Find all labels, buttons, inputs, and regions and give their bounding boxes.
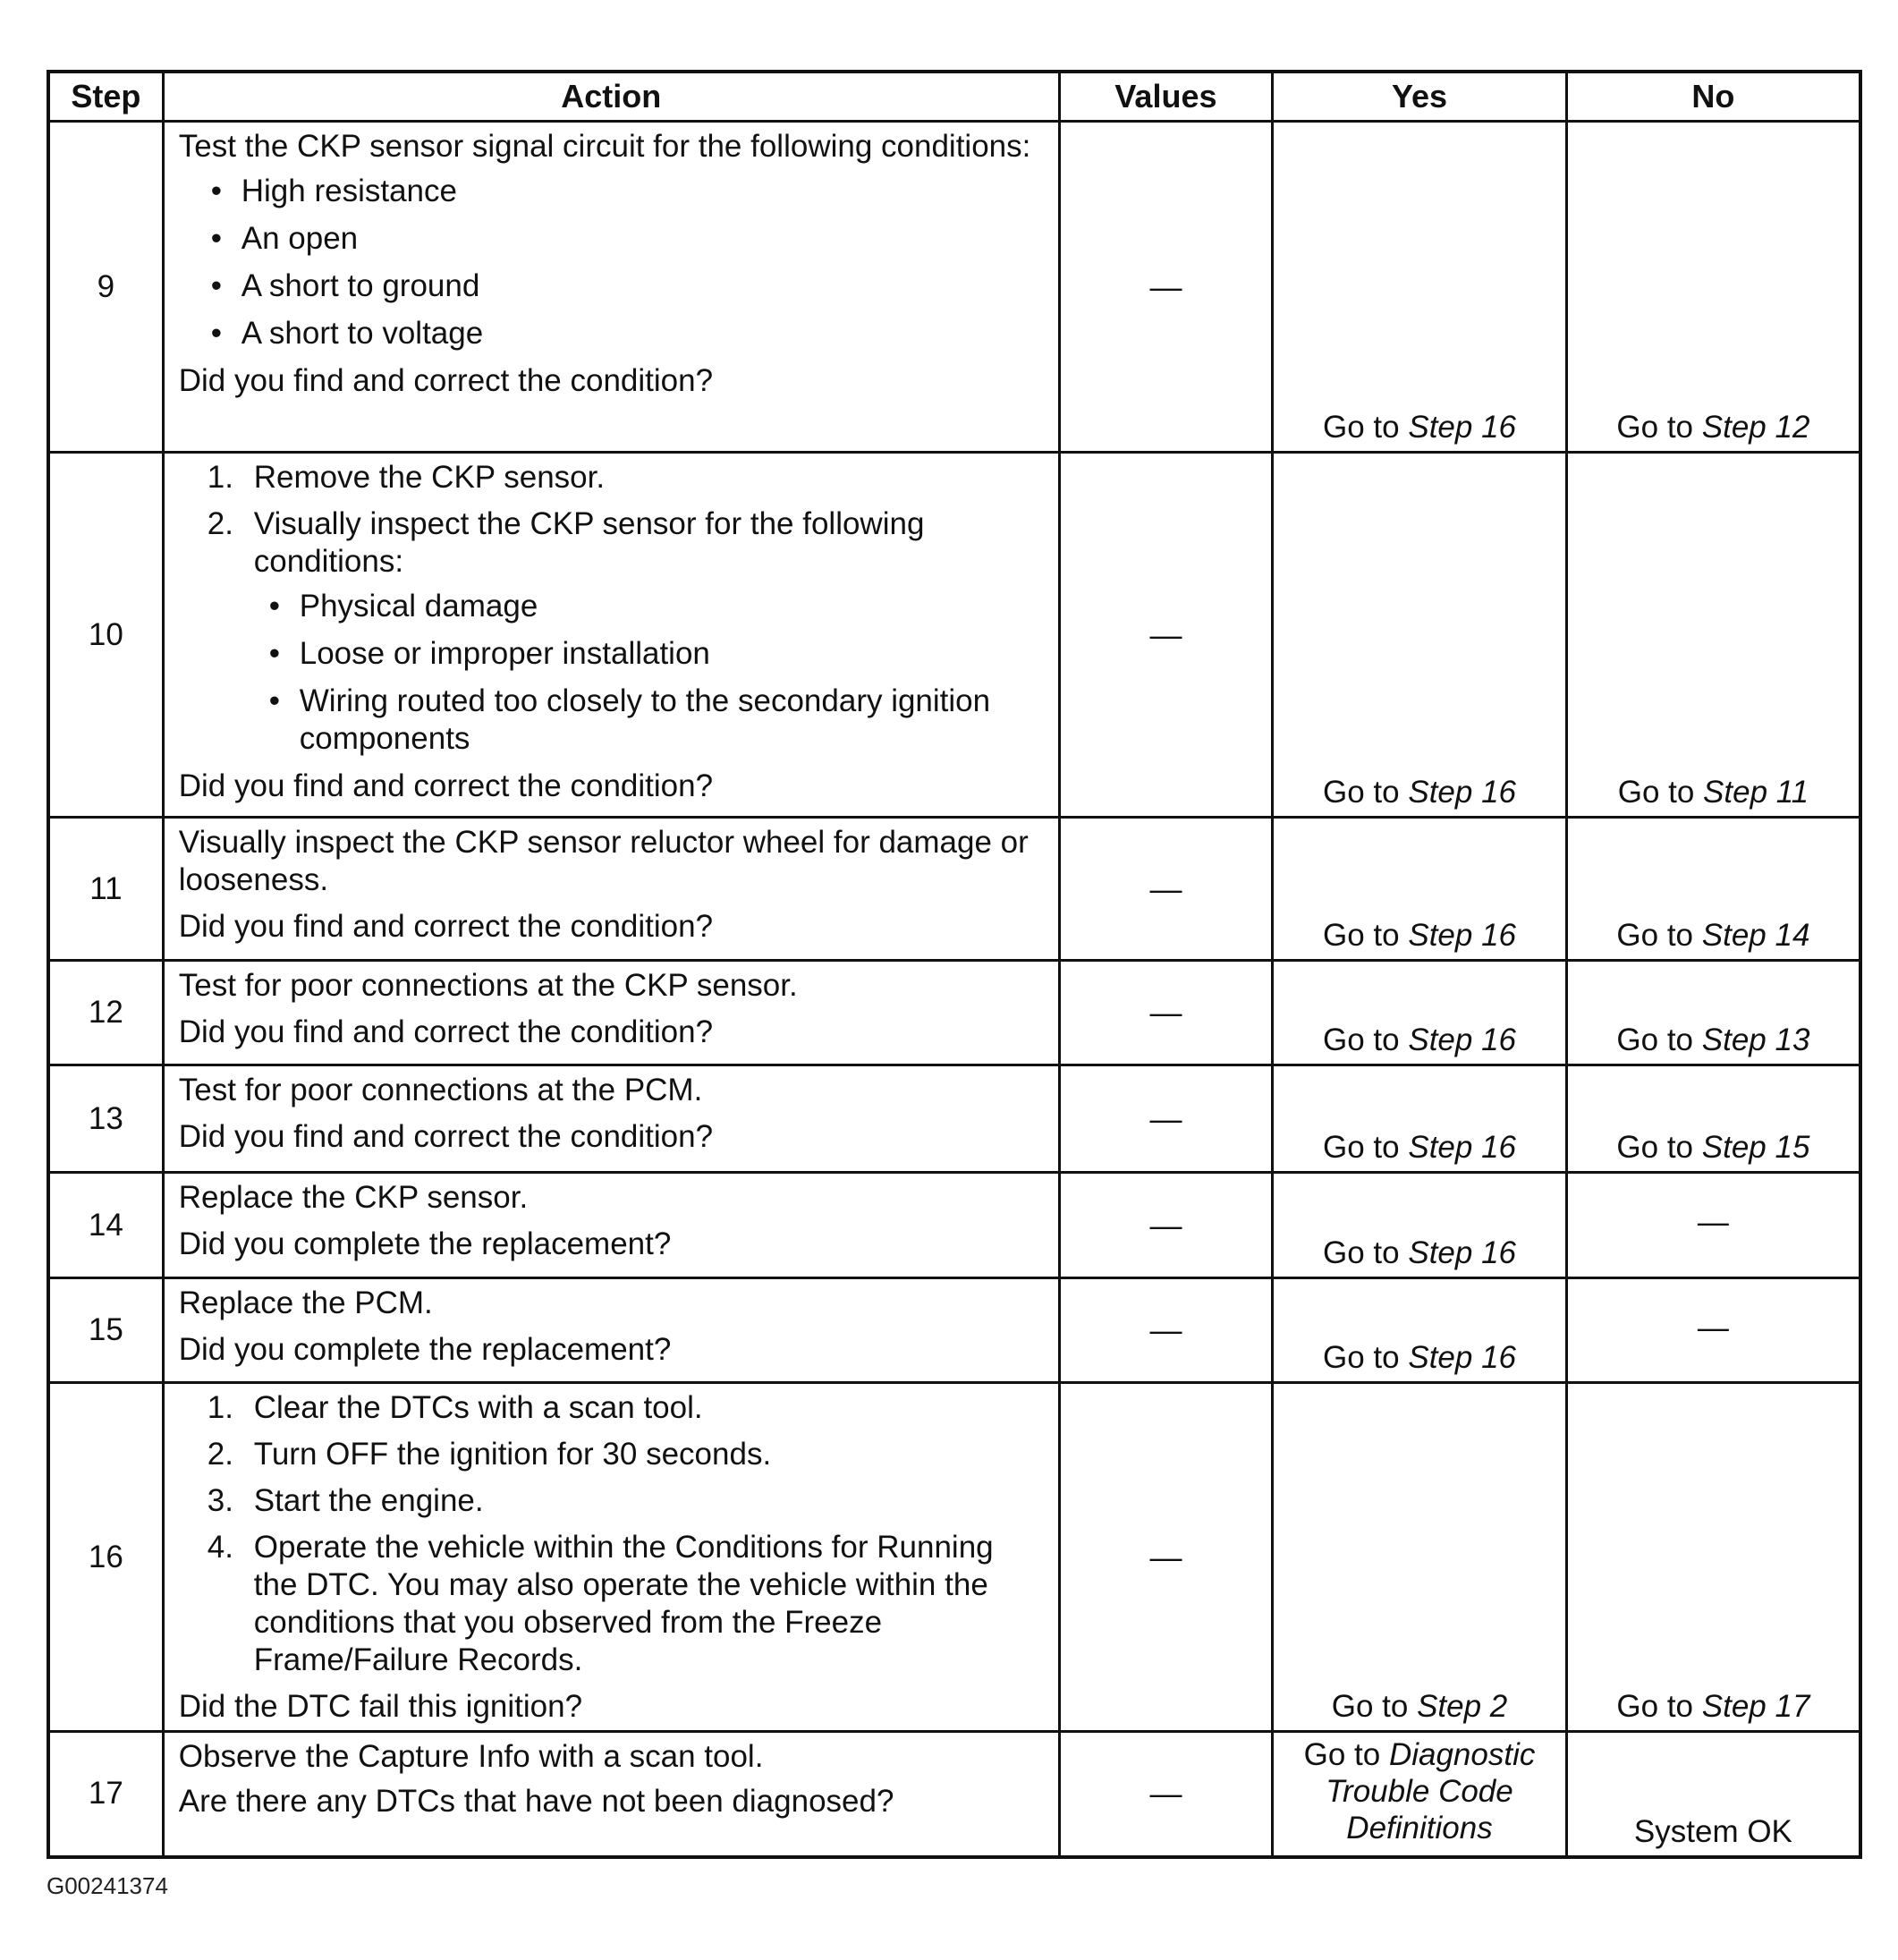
yes-cell (1273, 453, 1567, 818)
header-action: Action (163, 72, 1059, 122)
yes-cell (1273, 818, 1567, 961)
table-row (48, 1173, 1860, 1278)
values-cell: — (1059, 1278, 1272, 1383)
diagnostic-table-container (47, 70, 1862, 1859)
yes-step-link: Step 16 (1408, 1235, 1516, 1270)
yes-step-link: Step 16 (1408, 1130, 1516, 1165)
yes-prefix: Go to (1331, 1689, 1418, 1724)
header-no: No (1566, 72, 1860, 122)
yes-prefix: Go to (1323, 918, 1409, 953)
action-question: Did you find and correct the condition? (178, 1119, 714, 1154)
action-intro: Replace the PCM. (178, 1285, 433, 1320)
action-intro: Test the CKP sensor signal circuit for the following conditions: (178, 129, 1031, 164)
yes-cell (1273, 1065, 1567, 1173)
list-item (179, 459, 1046, 496)
no-step-link: Step 11 (1703, 775, 1809, 810)
no-prefix: Go to (1616, 410, 1702, 445)
item-text: Turn OFF the ignition for 30 seconds. (253, 1437, 772, 1472)
yes-step-link: Step 2 (1417, 1689, 1508, 1724)
step-number: 15 (48, 1278, 163, 1383)
item-number: 2. (207, 506, 233, 541)
table-row (48, 1065, 1860, 1173)
condition-list (179, 588, 1046, 758)
yes-step-link: Step 16 (1408, 918, 1516, 953)
step-number: 17 (48, 1732, 163, 1857)
no-prefix: Go to (1616, 918, 1702, 953)
item-text: Clear the DTCs with a scan tool. (253, 1390, 703, 1425)
no-cell: — (1566, 1173, 1860, 1278)
no-step-link: Step 17 (1701, 1689, 1810, 1724)
yes-prefix: Go to (1323, 1235, 1409, 1270)
step-number: 12 (48, 961, 163, 1065)
yes-step-link: Step 16 (1408, 1340, 1516, 1375)
action-question: Did you find and correct the condition? (178, 909, 714, 944)
yes-step-link: Step 16 (1408, 1022, 1516, 1057)
values-cell: — (1059, 1173, 1272, 1278)
procedure-list (179, 1389, 1046, 1679)
table-row (48, 453, 1860, 818)
list-item (179, 1436, 1046, 1473)
yes-prefix: Go to (1323, 1340, 1409, 1375)
action-question: Did you find and correct the condition? (178, 363, 714, 398)
list-item: • Loose or improper installation (179, 635, 1046, 673)
action-cell (163, 1732, 1059, 1857)
step-number: 11 (48, 818, 163, 961)
list-item (179, 1389, 1046, 1427)
action-intro: Observe the Capture Info with a scan tool. (178, 1739, 764, 1774)
item-number: 1. (207, 460, 233, 495)
step-number: 9 (48, 122, 163, 453)
item-text: Operate the vehicle within the Conditions for Running the DTC. You may also operate the vehicle within the conditions that you observed from the Freeze Frame/Failure Records. (253, 1530, 994, 1677)
no-cell (1566, 1383, 1860, 1732)
yes-cell (1273, 1732, 1567, 1857)
action-question: Did you complete the replacement? (178, 1226, 672, 1261)
yes-cell (1273, 1173, 1567, 1278)
no-cell (1566, 1065, 1860, 1173)
action-question: Did the DTC fail this ignition? (178, 1689, 583, 1724)
table-row (48, 961, 1860, 1065)
table-header-row (48, 72, 1860, 122)
yes-step-link: Step 16 (1408, 410, 1516, 445)
no-cell: System OK (1566, 1732, 1860, 1857)
yes-cell (1273, 961, 1567, 1065)
no-cell (1566, 453, 1860, 818)
header-step: Step (48, 72, 163, 122)
no-step-link: Step 13 (1701, 1022, 1810, 1057)
step-number: 16 (48, 1383, 163, 1732)
table-row (48, 1732, 1860, 1857)
action-intro: Replace the CKP sensor. (178, 1180, 529, 1215)
item-number: 3. (207, 1483, 233, 1518)
values-cell: — (1059, 961, 1272, 1065)
no-cell (1566, 818, 1860, 961)
item-text: Visually inspect the CKP sensor for the following conditions: (253, 506, 925, 579)
action-cell (163, 818, 1059, 961)
procedure-list (179, 459, 1046, 581)
action-question: Did you find and correct the condition? (178, 768, 714, 803)
step-number: 13 (48, 1065, 163, 1173)
action-intro: Visually inspect the CKP sensor reluctor wheel for damage or looseness. (178, 825, 1029, 897)
table-row (48, 818, 1860, 961)
table-row (48, 122, 1860, 453)
list-item (179, 1482, 1046, 1520)
action-cell (163, 1173, 1059, 1278)
list-item: • Physical damage (179, 588, 1046, 625)
yes-prefix: Go to (1323, 1130, 1409, 1165)
action-cell (163, 1383, 1059, 1732)
list-item: • An open (179, 220, 1046, 258)
item-number: 1. (207, 1390, 233, 1425)
yes-step-link: Diagnostic Trouble Code Definitions (1326, 1737, 1536, 1845)
yes-cell (1273, 1278, 1567, 1383)
action-question: Did you find and correct the condition? (178, 1014, 714, 1049)
yes-prefix: Go to (1323, 410, 1409, 445)
step-number: 10 (48, 453, 163, 818)
list-item: • High resistance (179, 173, 1046, 210)
no-cell (1566, 961, 1860, 1065)
list-item: • Wiring routed too closely to the secondary ignition components (179, 683, 1046, 758)
values-cell: — (1059, 818, 1272, 961)
yes-prefix: Go to (1323, 1022, 1409, 1057)
values-cell: — (1059, 1732, 1272, 1857)
step-number: 14 (48, 1173, 163, 1278)
action-question: Did you complete the replacement? (178, 1332, 672, 1367)
yes-prefix: Go to (1303, 1737, 1389, 1772)
yes-prefix: Go to (1323, 775, 1409, 810)
no-cell (1566, 122, 1860, 453)
values-cell: — (1059, 1065, 1272, 1173)
values-cell: — (1059, 122, 1272, 453)
list-item: • A short to voltage (179, 315, 1046, 352)
list-item (179, 505, 1046, 581)
header-yes: Yes (1273, 72, 1567, 122)
action-cell (163, 1278, 1059, 1383)
list-item: • A short to ground (179, 267, 1046, 305)
table-row (48, 1383, 1860, 1732)
header-values: Values (1059, 72, 1272, 122)
no-step-link: Step 15 (1701, 1130, 1810, 1165)
diagnostic-table (47, 70, 1862, 1859)
list-item (179, 1529, 1046, 1679)
action-cell (163, 453, 1059, 818)
no-prefix: Go to (1616, 1130, 1702, 1165)
no-prefix: Go to (1617, 775, 1704, 810)
action-intro: Test for poor connections at the PCM. (178, 1073, 703, 1107)
action-cell (163, 1065, 1059, 1173)
no-prefix: Go to (1616, 1689, 1702, 1724)
values-cell: — (1059, 1383, 1272, 1732)
action-cell (163, 122, 1059, 453)
yes-cell (1273, 122, 1567, 453)
no-step-link: Step 12 (1701, 410, 1810, 445)
item-number: 2. (207, 1437, 233, 1472)
table-row (48, 1278, 1860, 1383)
action-question: Are there any DTCs that have not been diagnosed? (178, 1784, 894, 1819)
item-number: 4. (207, 1530, 233, 1565)
no-cell: — (1566, 1278, 1860, 1383)
yes-step-link: Step 16 (1408, 775, 1516, 810)
item-text: Remove the CKP sensor. (253, 460, 606, 495)
no-step-link: Step 14 (1701, 918, 1810, 953)
values-cell: — (1059, 453, 1272, 818)
yes-cell (1273, 1383, 1567, 1732)
condition-list (179, 173, 1046, 352)
no-prefix: Go to (1616, 1022, 1702, 1057)
action-intro: Test for poor connections at the CKP sensor. (178, 968, 798, 1003)
action-cell (163, 961, 1059, 1065)
figure-id: G00241374 (47, 1872, 168, 1899)
item-text: Start the engine. (253, 1483, 484, 1518)
